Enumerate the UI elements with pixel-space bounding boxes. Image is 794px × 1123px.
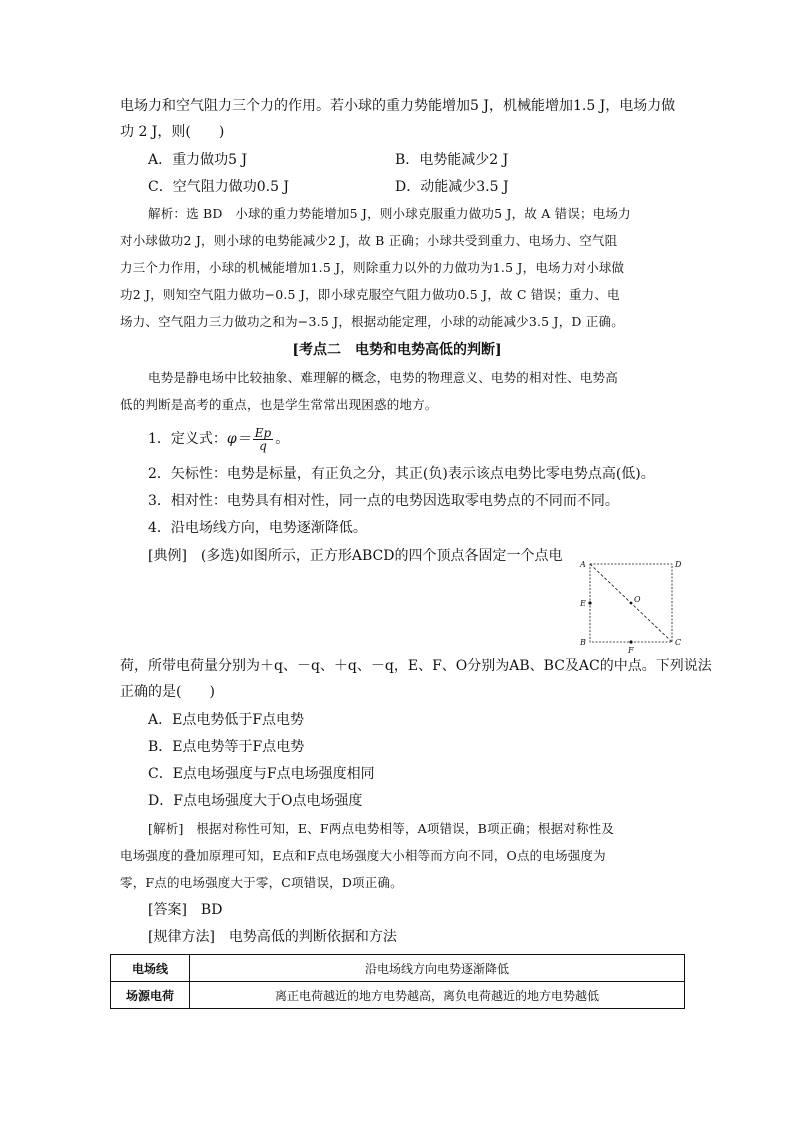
- example-analysis-line: 电场强度的叠加原理可知，E点和F点电场强度大小相等而方向不同，O点的电场强度为: [120, 848, 606, 863]
- label-e: E: [580, 599, 586, 608]
- formula-fraction: [253, 427, 273, 452]
- problem1-choice-d: D．动能减少3.5 J: [395, 179, 509, 195]
- example-choice-b: B．E点电势等于F点电势: [148, 739, 305, 755]
- problem1-stem-line1: 电场力和空气阻力三个力的作用。若小球的重力势能增加5 J，机械能增加1.5 J，电场力做: [120, 98, 676, 114]
- example-line3: 正确的是( ): [120, 684, 215, 700]
- problem1-solution-line: 力三个力作用，小球的机械能增加1.5 J，则除重力以外的力做功为1.5 J，电场力对小球做: [120, 260, 625, 275]
- label-c: C: [675, 638, 682, 647]
- point-e: [588, 601, 591, 604]
- example-choice-a: A．E点电势低于F点电势: [148, 712, 305, 728]
- point-scalar: 2．矢标性：电势是标量，有正负之分，其正(负)表示该点电势比零电势点高(低)。: [148, 466, 655, 482]
- fraction-denominator: q: [259, 438, 267, 453]
- example-choice-c: C．E点电场强度与F点电场强度相同: [148, 766, 375, 782]
- problem1-stem-line2: 功 2 J，则( ): [120, 124, 225, 140]
- example-analysis-line: 零，F点的电场强度大于零，C项错误，D项正确。: [120, 875, 403, 890]
- label-b: B: [580, 638, 586, 647]
- label-f: F: [628, 646, 634, 655]
- problem1-choice-a: A．重力做功5 J: [148, 152, 248, 168]
- point-f: [629, 640, 632, 643]
- label-d: D: [675, 560, 682, 569]
- section-intro-line1: 电势是静电场中比较抽象、难理解的概念，电势的物理意义、电势的相对性、电势高: [148, 370, 618, 385]
- point-field-direction: 4．沿电场线方向，电势逐渐降低。: [148, 520, 367, 536]
- point-relativity: 3．相对性：电势具有相对性，同一点的电势因选取零电势点的不同而不同。: [148, 493, 619, 509]
- problem1-solution-line: 场力、空气阻力三力做功之和为−3.5 J，根据动能定理，小球的动能减少3.5 J，D 正确。: [120, 314, 624, 329]
- fraction-numerator: Ep: [254, 425, 272, 440]
- definition-suffix: 。: [275, 431, 290, 447]
- problem1-choice-c: C．空气阻力做功0.5 J: [148, 179, 290, 195]
- example-analysis-line: [解析] 根据对称性可知，E、F两点电势相等，A项错误，B项正确；根据对称性及: [148, 821, 615, 836]
- problem1-solution-line: 对小球做功2 J，则小球的电势能减少2 J，故 B 正确；小球共受到重力、电场力、空气阻: [120, 233, 618, 248]
- definition-formula: [148, 425, 289, 453]
- definition-prefix: 1．定义式：: [148, 431, 227, 447]
- label-o: O: [634, 595, 641, 604]
- problem1-choice-b: B．电势能减少2 J: [395, 152, 509, 168]
- section-intro-line2: 低的判断是高考的重点，也是学生常常出现困惑的地方。: [120, 397, 438, 412]
- example-answer: [答案] BD: [148, 902, 223, 918]
- problem1-solution-line: 功2 J，则知空气阻力做功−0.5 J，即小球克服空气阻力做功0.5 J，故 C 错误；重力、电: [120, 287, 620, 302]
- method-title: [规律方法] 电势高低的判断依据和方法: [148, 929, 397, 945]
- point-o: [630, 602, 633, 605]
- square-charge-diagram: [572, 556, 687, 656]
- section-title: [考点二 电势和电势高低的判断]: [292, 342, 502, 358]
- table-row-head: 场源电荷: [111, 982, 190, 1009]
- problem1-solution-line: 解析：选 BD 小球的重力势能增加5 J，则小球克服重力做功5 J，故 A 错误；电场力: [148, 206, 631, 221]
- example-choice-d: D．F点电场强度大于O点电场强度: [148, 793, 363, 809]
- table-row: [111, 982, 685, 1009]
- label-a: A: [580, 560, 586, 569]
- table-row-content: 沿电场线方向电势逐渐降低: [190, 955, 685, 982]
- table-row-content: 离正电荷越近的地方电势越高，离负电荷越近的地方电势越低: [190, 982, 685, 1009]
- table-row-head: 电场线: [111, 955, 190, 982]
- table-row: [111, 955, 685, 982]
- phi-symbol: φ＝: [226, 431, 251, 447]
- method-table: [110, 954, 685, 1009]
- example-line2: 荷，所带电荷量分别为＋q、－q、＋q、－q，E、F、O分别为AB、BC及AC的中点。下列说法: [120, 658, 712, 674]
- example-line1: [典例] (多选)如图所示，正方形ABCD的四个顶点各固定一个点电: [148, 548, 563, 564]
